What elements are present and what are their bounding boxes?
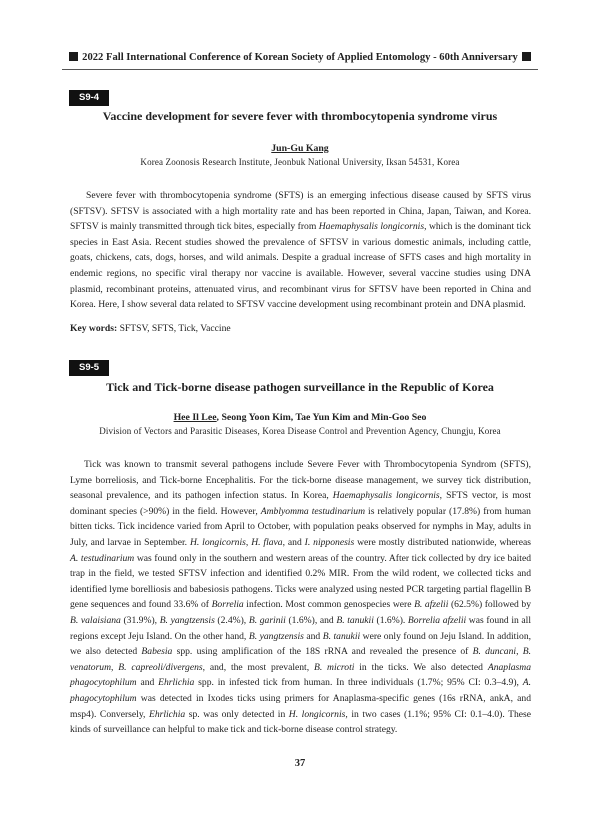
author-line — [62, 143, 538, 154]
author-line — [62, 412, 538, 423]
square-bullet-icon — [522, 52, 531, 61]
conference-header — [62, 52, 538, 63]
keywords: SFTSV, SFTS, Tick, Vaccine — [119, 323, 231, 334]
abstract-body: Severe fever with thrombocytopenia syndrome (SFTS) is an emerging infectious disease caused by SFTS virus (SFTSV). SFTSV is associated with a high mortality rate and has been reported in China, Japan, Taiwan, and Korea. SFTSV is mainly transmitted through tick bites, especially from Haemaphysalis longicornis, which is the dominant tick species in East Asia. Recent studies showed the prevalence of SFTSV in various domestic animals, including cattle, goats, chickens, cats, dogs, horses, and wild animals. Despite a gradual increase of SFTS cases and high mortality in endemic regions, no specific viral therapy nor vaccine is available. However, several vaccine studies using DNA plasmid, recombinant proteins, attenuated virus, and recombinant virus for SFTSV have been reported in China and Korea. Here, I show several data related to SFTSV vaccine development using recombinant protein and DNA plasmid. — [70, 190, 531, 311]
abstract-body: Tick was known to transmit several pathogens include Severe Fever with Thrombocytopenia Syndrom (SFTS), Lyme borreliosis, and Tick-borne Encephalitis. For the tick-borne disease management, we survey tick distribution, seasonal prevalence, and its pathogen infection status. In Korea, Haemaphysalis longicornis, SFTS vector, is most dominant species (>90%) in the field. However, Amblyomma testudinarium is relatively popular (17.8%) from human bitten ticks. Tick incidence varied from April to October, with population peaks observed for nymphs in May, adults in July, and larvae in September. H. longicornis, H. flava, and I. nipponesis were mostly distributed nationwide, whereas A. testudinarium was found only in the southern and western areas of the country. After tick collected by dry ice baited trap in the field, we tested SFTSV infection and identified 0.2% MIR. From the wild rodent, we collected ticks and identified lyme borelliosis and babesiosis pathogens. Ticks were analyzed using nested PCR targeting partial flagellin B gene sequences and found 33.6% of Borrelia infection. Most common genospecies were B. afzelii (62.5%) followed by B. valaisiana (31.9%), B. yangtzensis (2.4%), B. garinii (1.6%), and B. tanukii (1.6%). Borrelia afzelii was found in all regions except Jeju Island. On the other hand, B. yangtzensis and B. tanukii were only found on Jeju Island. In addition, we also detected Babesia spp. using amplification of the 18S rRNA and revealed the presence of B. duncani, B. venatorum, B. capreoli/divergens, and, the most prevalent, B. microti in the ticks. We also detected Anaplasma phagocytophilum and Ehrlichia spp. in infested tick from human. In three individuals (1.7%; 95% CI: 0.3–4.9), A. phagocytophilum was detected in Ixodes ticks using primers for Anaplasma-specific genes (16s rRNA, ankA, and msp4). Conversely, Ehrlichia sp. was only detected in H. longicornis, in two cases (1.1%; 95% CI: 0.1–4.0). These kinds of surveillance can helpful to make tick and tick-borne disease control strategy. — [70, 459, 532, 736]
keywords-line — [70, 321, 531, 337]
presenting-author: Jun-Gu Kang — [271, 143, 329, 154]
affiliation: Division of Vectors and Parasitic Diseases, Korea Disease Control and Prevention Agency, Chungju, Korea — [99, 426, 501, 436]
session-code-badge: S9-4 — [69, 90, 109, 106]
affiliation: Korea Zoonosis Research Institute, Jeonbuk National University, Iksan 54531, Korea — [140, 157, 460, 167]
coauthors: , Seong Yoon Kim, Tae Yun Kim and Min-Goo Seo — [216, 412, 427, 423]
conference-title: 2022 Fall International Conference of Korean Society of Applied Entomology - 60th Anniversary — [82, 52, 518, 63]
square-bullet-icon — [69, 52, 78, 61]
session-code-badge: S9-5 — [69, 360, 109, 376]
abstract-title: Vaccine development for severe fever with thrombocytopenia syndrome virus — [102, 109, 498, 123]
presenting-author: Hee Il Lee — [173, 412, 217, 423]
keywords-label: Key words: — [70, 323, 118, 334]
page-number: 37 — [294, 758, 306, 769]
abstract-title: Tick and Tick-borne disease pathogen surveillance in the Republic of Korea — [106, 380, 494, 394]
header-rule — [62, 69, 538, 70]
